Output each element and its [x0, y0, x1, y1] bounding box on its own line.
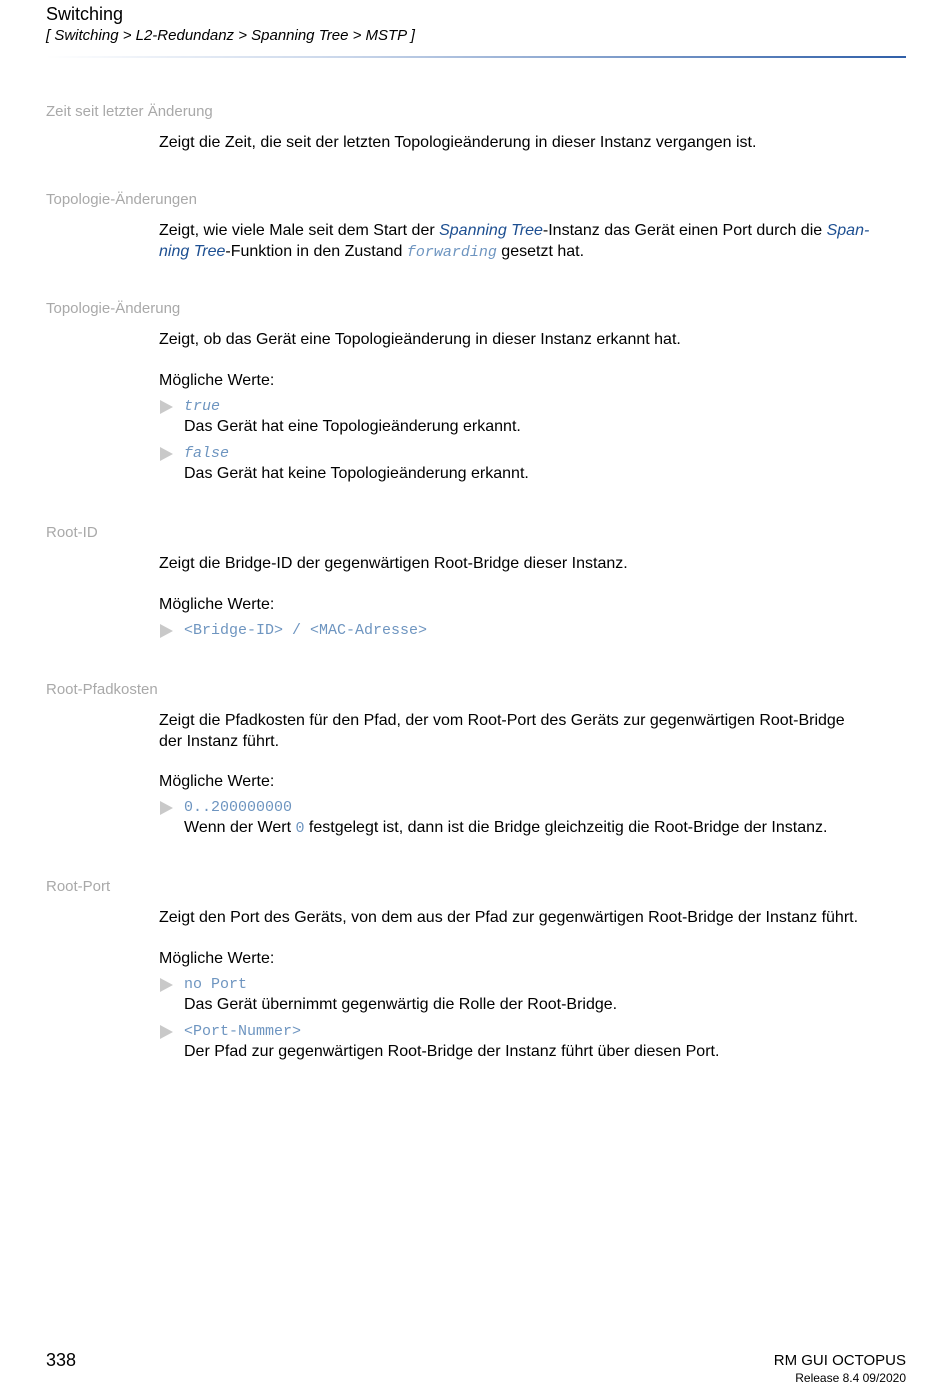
possible-values-label: Mögliche Werte:	[159, 596, 275, 613]
possible-values-label: Mögliche Werte:	[159, 773, 275, 790]
description-line	[159, 241, 909, 263]
bullet-triangle-icon	[160, 1025, 173, 1039]
section-description-topology-change: Zeigt, ob das Gerät eine Topologieänderung in dieser Instanz erkannt hat.	[159, 331, 681, 348]
product-name: RM GUI OCTOPUS	[773, 1352, 906, 1369]
code-zero: 0	[295, 820, 305, 837]
term-spanning-tree: Spanning Tree	[439, 222, 543, 239]
breadcrumb: [ Switching > L2-Redundanz > Spanning Tree > MSTP ]	[46, 27, 415, 44]
bullet-triangle-icon	[160, 801, 173, 815]
bullet-triangle-icon	[160, 400, 173, 414]
text: -Funktion in den Zustand	[225, 243, 407, 260]
possible-values-label: Mögliche Werte:	[159, 950, 275, 967]
description-line: Zeigt die Pfadkosten für den Pfad, der vom Root-Port des Geräts zur gegenwärtigen Root-Bridge	[159, 712, 845, 729]
value-description: Der Pfad zur gegenwärtigen Root-Bridge der Instanz führt über diesen Port.	[184, 1043, 720, 1060]
value-code: <Port-Nummer>	[184, 1023, 302, 1040]
description-line: der Instanz führt.	[159, 733, 280, 750]
value-description: Das Gerät übernimmt gegenwärtig die Rolle der Root-Bridge.	[184, 996, 618, 1013]
value-code: 0..200000000	[184, 799, 293, 816]
bullet-triangle-icon	[160, 447, 173, 461]
section-description-zeit: Zeigt die Zeit, die seit der letzten Topologieänderung in dieser Instanz vergangen ist.	[159, 134, 757, 151]
value-description: Das Gerät hat keine Topologieänderung erkannt.	[184, 465, 529, 482]
section-heading-topology-changes: Topologie-Änderungen	[46, 191, 197, 208]
value-description: Das Gerät hat eine Topologieänderung erkannt.	[184, 418, 521, 435]
text: Wenn der Wert	[184, 819, 296, 836]
section-heading-zeit: Zeit seit letzter Änderung	[46, 103, 213, 120]
section-description-root-id: Zeigt die Bridge-ID der gegenwärtigen Root-Bridge dieser Instanz.	[159, 555, 628, 572]
value-code: <Bridge-ID> / <MAC-Adresse>	[184, 622, 428, 639]
section-heading-root-path-cost: Root-Pfadkosten	[46, 681, 158, 698]
section-heading-root-port: Root-Port	[46, 878, 111, 895]
text: -Instanz das Gerät einen Port durch die	[542, 222, 827, 239]
value-code: false	[184, 445, 230, 462]
section-description-root-port: Zeigt den Port des Geräts, von dem aus der Pfad zur gegenwärtigen Root-Bridge der Instanz führt.	[159, 909, 859, 926]
value-code: no Port	[184, 976, 248, 993]
term-spanning-tree: Span-	[826, 222, 870, 239]
value-description	[184, 819, 827, 837]
section-heading-root-id: Root-ID	[46, 524, 98, 541]
section-description-root-path-cost	[159, 710, 909, 752]
value-code: true	[184, 398, 221, 415]
release-info: Release 8.4 09/2020	[795, 1371, 906, 1385]
text: festgelegt ist, dann ist die Bridge gleichzeitig die Root-Bridge der Instanz.	[304, 819, 828, 836]
possible-values-label: Mögliche Werte:	[159, 372, 275, 389]
bullet-triangle-icon	[160, 624, 173, 638]
page-number: 338	[46, 1350, 77, 1370]
code-forwarding: forwarding	[406, 244, 497, 261]
section-description-topology-changes	[159, 220, 909, 263]
section-heading-topology-change: Topologie-Änderung	[46, 300, 181, 317]
header-divider	[46, 56, 906, 58]
text: gesetzt hat.	[496, 243, 585, 260]
term-spanning-tree: ning Tree	[159, 243, 226, 260]
bullet-triangle-icon	[160, 978, 173, 992]
page-title: Switching	[46, 4, 124, 24]
description-line	[159, 220, 909, 241]
text: Zeigt, wie viele Male seit dem Start der	[159, 222, 440, 239]
